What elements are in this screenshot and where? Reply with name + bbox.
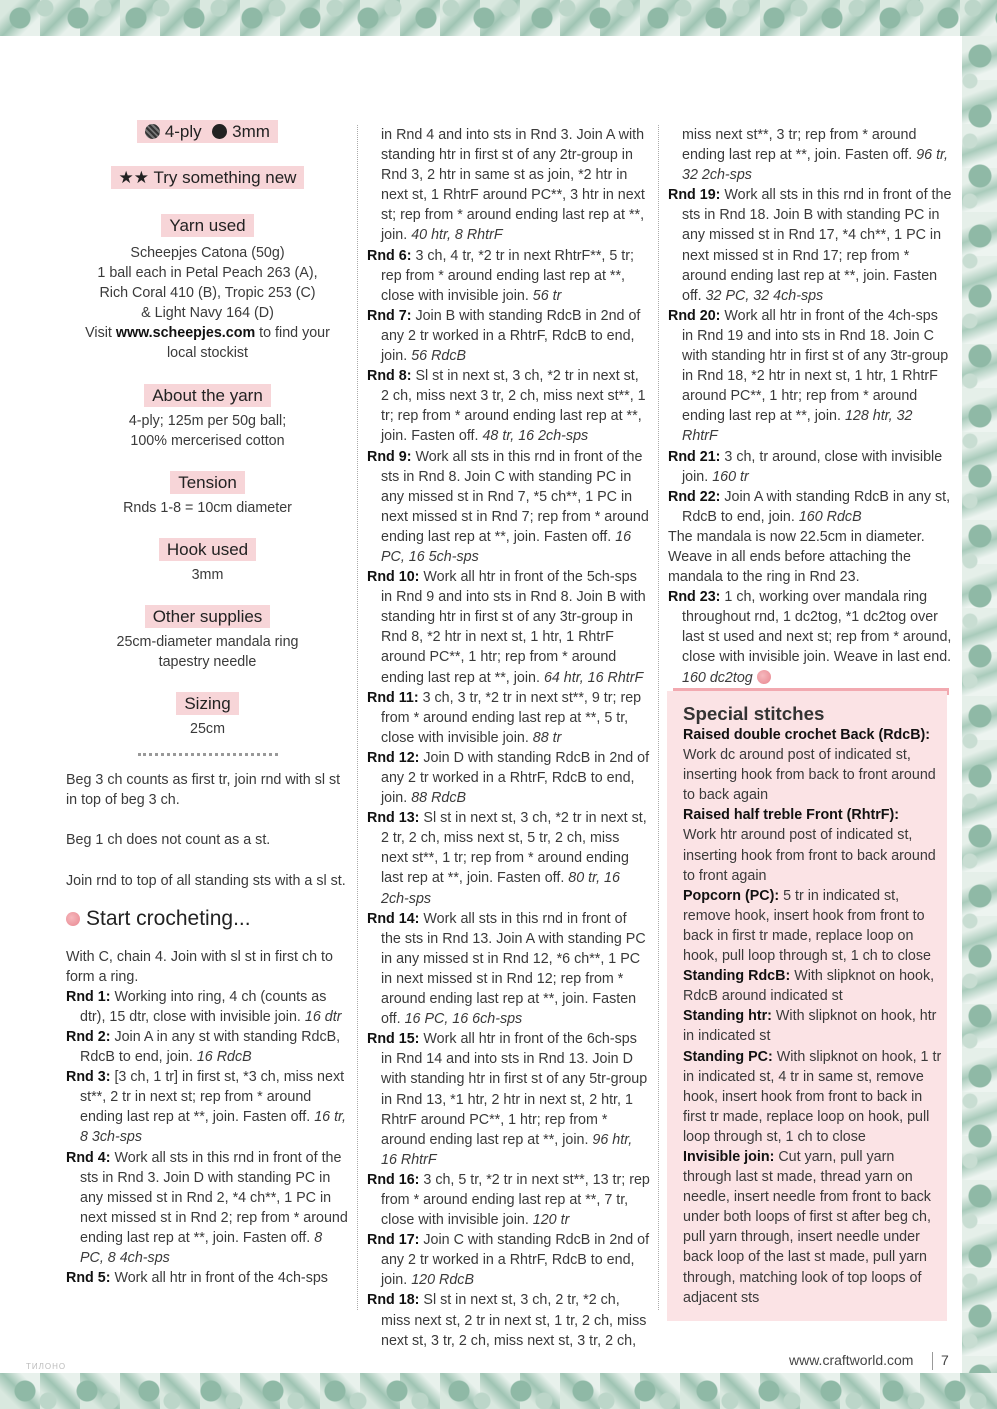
- round-count: 88 tr: [532, 729, 562, 746]
- round-5-cont: in Rnd 4 and into sts in Rnd 3. Join A with standing htr in first st of any 2tr-group in Rnd 3, 2 htr in same st as join, *2 htr in next st, 1 RhtrF around PC**, 3 htr in next st; rep from * around ending last rep at **, join. 40 htr, 8 RhtrF: [381, 127, 645, 244]
- round-11: [367, 688, 650, 748]
- round-label: Rnd 4:: [66, 1149, 111, 1166]
- round-5-start: [66, 1268, 349, 1288]
- round-14: [367, 909, 650, 1030]
- round-count: 96 tr, 32 2ch-sps: [682, 147, 948, 184]
- round-12: [367, 748, 650, 808]
- round-label: Rnd 5:: [66, 1270, 111, 1287]
- round-count: 160 dc2tog: [682, 669, 753, 686]
- round-3: [66, 1067, 349, 1147]
- supplies-line: 25cm-diameter mandala ring: [116, 633, 299, 650]
- pattern-column-right: [668, 125, 952, 688]
- stitch-def: [683, 805, 943, 885]
- round-text: 3 ch, 5 tr, *2 tr in next st**, 13 tr; rep from * around ending last rep at **, 7 tr, close with invisible join.: [381, 1171, 650, 1229]
- round-text: Work all sts in this rnd in front of the sts in Rnd 18. Join B with standing PC in any missed st in Rnd 17, *4 ch**, 1 PC in next missed st in Rnd 17; rep from * around ending last rep at **, join. Fasten off.: [682, 187, 952, 304]
- round-label: Rnd 23:: [668, 589, 721, 606]
- stitch-def: [683, 886, 943, 966]
- round-count: 48 tr, 16 2ch-sps: [482, 428, 589, 445]
- yarn-line: & Light Navy 164 (D): [141, 305, 274, 322]
- round-23: [668, 587, 952, 687]
- round-count: 160 tr: [712, 468, 749, 485]
- dotted-divider: [138, 753, 278, 756]
- round-label: Rnd 14:: [367, 910, 420, 927]
- round-16: [367, 1170, 650, 1230]
- stitch-desc: Cut yarn, pull yarn through last st made, thread yarn on needle, insert needle from front to back under both loops of first st after beg ch, pull yarn through, insert needle under back loop of the last st made, pull yarn through, matching look of top loops of adjacent sts: [683, 1148, 931, 1306]
- round-18-start: [367, 1290, 650, 1350]
- round-7: [367, 306, 650, 366]
- round-text: Sl st in next st, 3 ch, 2 tr, *2 ch, miss next st, 2 tr in next st, 1 tr, 2 ch, miss next st, 3 tr, 2 ch, miss next st, 3 tr, 2 ch,: [381, 1292, 647, 1349]
- round-count: 160 RdcB: [798, 508, 862, 525]
- round-label: Rnd 6:: [367, 247, 412, 264]
- round-text: Work all sts in this rnd in front of the sts in Rnd 3. Join D with standing PC in any missed st in Rnd 2, *4 ch**, 1 PC in next missed st in Rnd 2; rep from * around ending last rep at **, join. Fasten off.: [80, 1149, 348, 1246]
- margin-mark: TИЛОНО: [26, 1362, 67, 1371]
- round-label: Rnd 16:: [367, 1171, 420, 1188]
- round-label: Rnd 7:: [367, 307, 412, 324]
- yarn-line: Scheepjes Catona (50g): [130, 245, 285, 261]
- round-4: [66, 1148, 349, 1269]
- visit-text: Visit: [85, 325, 116, 342]
- round-8: [367, 366, 650, 446]
- round-text: Sl st in next st, 3 ch, *2 tr in next st, 2 ch, miss next 3 tr, 2 ch, miss next st**, 1 tr; rep from * around ending last rep at **, join. Fasten off.: [381, 368, 646, 445]
- yarn-line: Rich Coral 410 (B), Tropic 253 (C): [99, 285, 316, 302]
- round-15: [367, 1029, 650, 1170]
- note: Join rnd to top of all standing sts with a sl st.: [66, 872, 346, 889]
- about-yarn-heading: About the yarn: [144, 384, 271, 407]
- stitch-desc: Work htr around post of indicated st, inserting hook from front to back around to front again: [683, 827, 936, 884]
- round-text: [3 ch, 1 tr] in first st, *3 ch, miss next st**, 2 tr in next st; rep from * around ending last rep at **, join. Fasten off.: [80, 1069, 345, 1126]
- round-count: 120 RdcB: [411, 1272, 474, 1289]
- scheepjes-link[interactable]: www.scheepjes.com: [115, 325, 256, 342]
- sizing-line: 25cm: [190, 721, 225, 738]
- round-text: Work all sts in this rnd in front of the sts in Rnd 13. Join A with standing PC in any missed st in Rnd 12, *6 ch**, 1 PC in next missed st in Rnd 12; rep from * around ending last rep at **, join. Fasten off.: [381, 910, 646, 1028]
- round-label: Rnd 17:: [367, 1232, 420, 1249]
- column-divider: [357, 125, 358, 1310]
- note: Beg 3 ch counts as first tr, join rnd with sl st in top of beg 3 ch.: [66, 772, 341, 809]
- stitch-def: [683, 1006, 943, 1046]
- stitch-term: Invisible join:: [683, 1148, 775, 1165]
- round-label: Rnd 10:: [367, 569, 420, 586]
- round-text: 1 ch, working over mandala ring throughout rnd, 1 dc2tog, *1 dc2tog over last st used and next st; rep from * around, close with invisible join. Weave in last end.: [682, 589, 952, 666]
- round-17: [367, 1230, 650, 1290]
- round-text: Work all htr in front of the 4ch-sps: [110, 1270, 328, 1287]
- round-label: Rnd 12:: [367, 749, 420, 766]
- stitch-term: Standing htr:: [683, 1008, 772, 1025]
- round-label: Rnd 1:: [66, 988, 111, 1005]
- stitch-desc: Work dc around post of indicated st, inserting hook from back to front around to back again: [683, 747, 936, 804]
- round-text: Work all htr in front of the 5ch-sps in Rnd 9 and into sts in Rnd 8. Join B with standing htr in first st of any 3tr-group in Rnd 8, *2 htr in next st, 1 htr, 1 RhtrF around PC**, 1 htr; rep from * around ending last rep at **, join.: [381, 569, 646, 686]
- round-count: 8 PC, 8 4ch-sps: [80, 1229, 323, 1266]
- round-21: [668, 447, 952, 487]
- tension-heading: Tension: [170, 471, 245, 494]
- hook-used-section: [66, 538, 349, 585]
- difficulty-tag: [111, 166, 305, 189]
- round-text: Sl st in next st, 3 ch, *2 tr in next st, 2 tr, 2 ch, miss next st, 5 tr, 2 ch, miss next st**, 1 tr; rep from * around ending last rep at **, join. Fasten off.: [381, 810, 647, 887]
- round-count: 16 RdcB: [196, 1049, 252, 1066]
- round-label: Rnd 22:: [668, 488, 721, 505]
- round-count: 16 dtr: [304, 1008, 342, 1025]
- round-count: 56 RdcB: [411, 348, 467, 365]
- round-label: Rnd 20:: [668, 307, 721, 324]
- yarn-used-heading: Yarn used: [161, 214, 253, 237]
- start-heading-text: Start crocheting...: [86, 906, 251, 930]
- weight-label: 4-ply: [164, 122, 202, 141]
- footer-url[interactable]: www.craftworld.com: [789, 1352, 914, 1368]
- round-count: 32 PC, 32 4ch-sps: [705, 287, 824, 304]
- stitch-def: [683, 1147, 943, 1308]
- round-text: 3 ch, 4 tr, *2 tr in next RhtrF**, 5 tr; rep from * around ending last rep at **, close with invisible join.: [381, 247, 634, 304]
- round-label: Rnd 9:: [367, 448, 412, 465]
- intro: With C, chain 4. Join with sl st in first ch to form a ring.: [66, 948, 333, 985]
- tension-line: Rnds 1-8 = 10cm diameter: [123, 499, 292, 516]
- info-column: [66, 120, 349, 1288]
- round-count: 40 htr, 8 RhtrF: [411, 227, 503, 244]
- round-text: Join D with standing RdcB in 2nd of any 2 tr worked in a RhtrF, RdcB to end, join.: [381, 749, 650, 807]
- about-yarn-section: [66, 384, 349, 451]
- other-supplies-heading: Other supplies: [145, 605, 271, 628]
- hook-used-heading: Hook used: [159, 538, 256, 561]
- round-22: [668, 487, 952, 527]
- round-18-cont: miss next st**, 3 tr; rep from * around ending last rep at **, join. Fasten off. 96 tr, 32 2ch-sps: [682, 127, 948, 184]
- round-text: 3 ch, 3 tr, *2 tr in next st**, 9 tr; rep from * around ending last rep at **, 5 tr, close with invisible join.: [381, 689, 642, 746]
- tension-section: [66, 471, 349, 518]
- round-text: Working into ring, 4 ch (counts as dtr), 15 dtr, close with invisible join.: [80, 988, 327, 1025]
- start-heading: [66, 907, 349, 931]
- round-count: 16 PC, 16 5ch-sps: [381, 528, 632, 565]
- round-text: Join C with standing RdcB in 2nd of any 2 tr worked in a RhtrF, RdcB to end, join.: [381, 1232, 650, 1289]
- round-count: 64 htr, 16 RhtrF: [543, 669, 644, 686]
- round-6: [367, 246, 650, 306]
- stitch-desc: With slipknot on hook, htr in indicated st: [683, 1008, 937, 1045]
- note: Beg 1 ch does not count as a st.: [66, 832, 271, 849]
- stitch-desc: With slipknot on hook, RdcB around indicated st: [683, 968, 935, 1005]
- round-label: Rnd 18:: [367, 1292, 420, 1309]
- stitch-def: [683, 966, 943, 1006]
- yarn-ball-icon: [145, 124, 160, 139]
- supplies-line: tapestry needle: [158, 654, 257, 671]
- round-count: 88 RdcB: [411, 790, 467, 807]
- round-label: Rnd 15:: [367, 1031, 420, 1048]
- round-text: Join A in any st with standing RdcB, RdcB to end, join.: [80, 1028, 341, 1066]
- decorative-right-border: [962, 36, 997, 1373]
- stitch-def: [683, 725, 943, 805]
- round-label: Rnd 3:: [66, 1069, 111, 1086]
- stitch-term: Raised double crochet Back (RdcB):: [683, 727, 931, 743]
- round-label: Rnd 21:: [668, 448, 721, 465]
- round-count: 16 tr, 8 3ch-sps: [80, 1109, 346, 1146]
- difficulty-label: Try something new: [153, 168, 297, 187]
- stitch-term: Standing RdcB:: [683, 968, 791, 985]
- round-count: 80 tr, 16 2ch-sps: [381, 870, 620, 907]
- round-2: [66, 1027, 349, 1067]
- round-text: Work all htr in front of the 4ch-sps in Rnd 19 and into sts in Rnd 18. Join C with standing htr in first st of any 3tr-group in Rnd 18, *2 htr in next st, 1 htr, 1 RhtrF around PC**, 1 htr; rep from * around ending last rep at **, join.: [682, 307, 949, 425]
- stitch-term: Popcorn (PC):: [683, 887, 780, 904]
- round-count: 16 PC, 16 6ch-sps: [404, 1011, 523, 1028]
- round-text: Work all sts in this rnd in front of the sts in Rnd 8. Join C with standing PC in any missed st in Rnd 7, *5 ch**, 1 PC in next missed st in Rnd 7; rep from * around ending last rep at **, join. Fasten off.: [381, 448, 649, 545]
- page-number: 7: [941, 1352, 949, 1368]
- decorative-bottom-border: [0, 1373, 997, 1409]
- difficulty-stars: ★★: [118, 168, 150, 187]
- round-13: [367, 808, 650, 908]
- round-20: [668, 306, 952, 447]
- special-stitches-title: Special stitches: [683, 703, 825, 724]
- round-19: [668, 185, 952, 306]
- column-divider: [658, 125, 659, 1310]
- hook-line: 3mm: [191, 566, 224, 583]
- stitch-desc: 5 tr in indicated st, remove hook, insert hook from front to back in first tr made, replace loop on hook, pull loop through st, 1 ch to close: [683, 887, 931, 965]
- stitch-term: Standing PC:: [683, 1048, 773, 1065]
- round-9: [367, 447, 650, 568]
- note-after: The mandala is now 22.5cm in diameter. Weave in all ends before attaching the mandala to the ring in Rnd 23.: [668, 528, 925, 586]
- stitch-term: Raised half treble Front (RhtrF):: [683, 807, 900, 824]
- hook-label: 3mm: [232, 122, 270, 141]
- about-line: 100% mercerised cotton: [130, 432, 285, 449]
- pattern-column-middle: [367, 125, 650, 1351]
- yarn-used-section: [66, 214, 349, 364]
- yarn-line: 1 ball each in Petal Peach 263 (A),: [97, 265, 318, 282]
- round-text: 3 ch, tr around, close with invisible join.: [682, 448, 943, 485]
- round-label: Rnd 2:: [66, 1028, 111, 1045]
- round-label: Rnd 19:: [668, 187, 721, 204]
- hook-icon: [212, 124, 227, 139]
- stitch-def: [683, 1047, 943, 1147]
- round-text: Join A with standing RdcB in any st, RdcB to end, join.: [682, 488, 951, 525]
- round-text: Join B with standing RdcB in 2nd of any 2 tr worked in a RhtrF, RdcB to end, join.: [381, 307, 641, 365]
- special-stitches-content: [683, 703, 943, 1308]
- round-count: 128 htr, 32 RhtrF: [682, 408, 913, 445]
- yarn-ball-icon: [757, 670, 771, 684]
- round-label: Rnd 11:: [367, 689, 419, 706]
- weight-hook-tag: [137, 120, 278, 143]
- sizing-section: [66, 692, 349, 739]
- decorative-top-border: [0, 0, 997, 36]
- stitch-desc: With slipknot on hook, 1 tr in indicated st, 4 tr in same st, remove hook, insert hook from front to back in first tr made, replace loop on hook, pull loop through st, 1 ch to close: [683, 1048, 942, 1145]
- round-1: [66, 987, 349, 1027]
- round-10: [367, 567, 650, 688]
- yarn-ball-icon: [66, 912, 80, 926]
- round-label: Rnd 13:: [367, 810, 420, 827]
- about-line: 4-ply; 125m per 50g ball;: [128, 412, 287, 429]
- footer-separator: [932, 1352, 933, 1370]
- round-count: 96 htr, 16 RhtrF: [381, 1131, 633, 1168]
- other-supplies-section: [66, 605, 349, 672]
- visit-text-post: to find your: [255, 325, 330, 342]
- visit-last: local stockist: [166, 345, 249, 362]
- round-count: 120 tr: [532, 1212, 570, 1229]
- round-label: Rnd 8:: [367, 368, 412, 385]
- round-count: 56 tr: [532, 287, 562, 304]
- sizing-heading: Sizing: [176, 692, 238, 715]
- round-text: Work all htr in front of the 6ch-sps in Rnd 14 and into sts in Rnd 13. Join D with standing htr in first st of any 5tr-group in Rnd 13, *1 htr, 2 htr in next st, 2 htr, 1 RhtrF around PC**, 1 htr; rep from * around ending last rep at **, join.: [381, 1031, 648, 1148]
